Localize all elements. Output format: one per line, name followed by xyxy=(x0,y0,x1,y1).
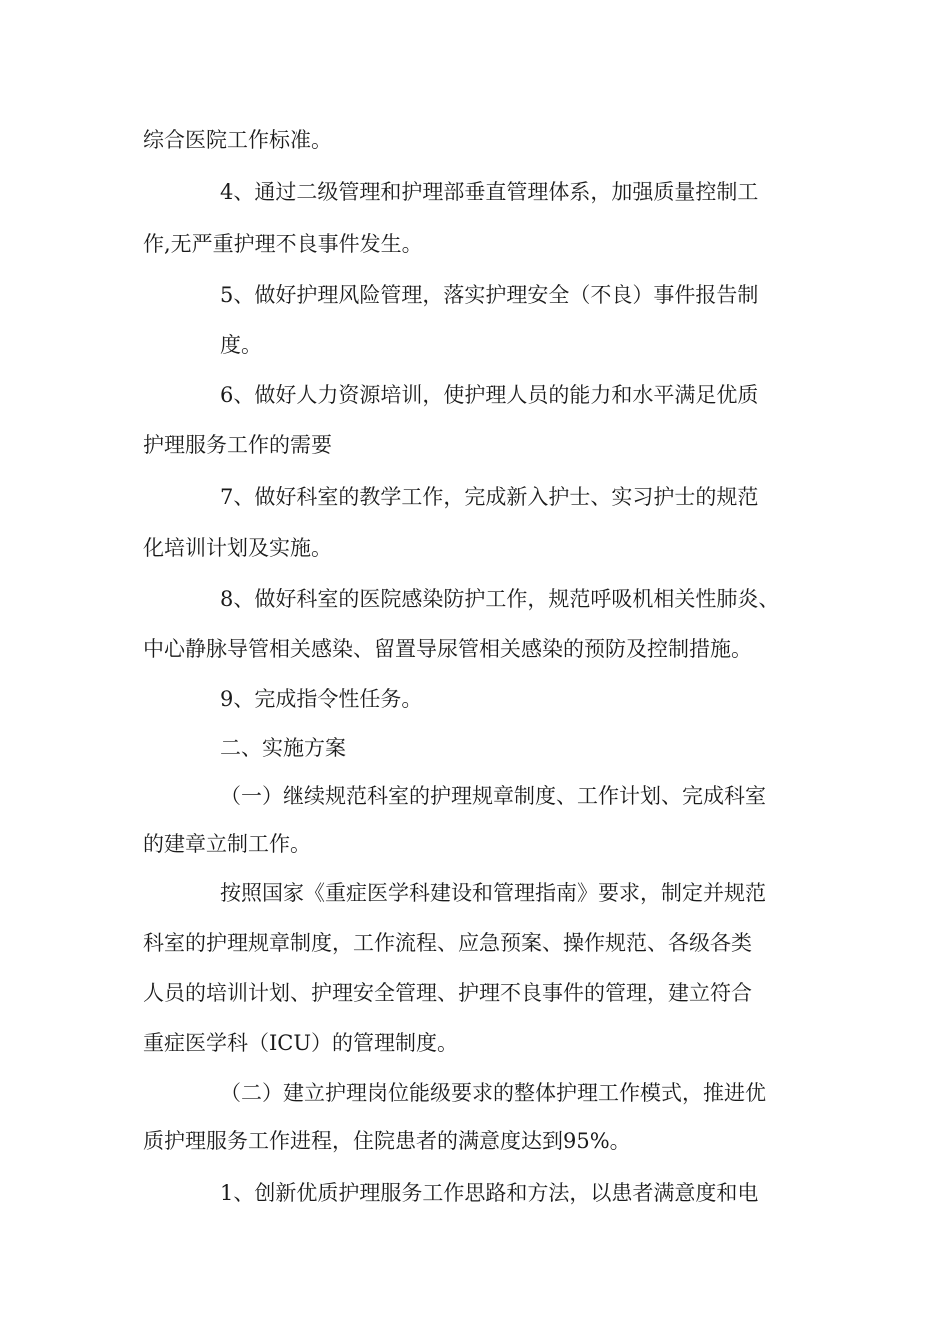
text-line: 4、通过二级管理和护理部垂直管理体系，加强质量控制工 xyxy=(220,180,759,204)
text-line: 综合医院工作标准。 xyxy=(143,128,332,152)
text-line: 5、做好护理风险管理，落实护理安全（不良）事件报告制 xyxy=(220,283,759,307)
text-line: 重症医学科（ICU）的管理制度。 xyxy=(143,1031,459,1055)
text-line: 的建章立制工作。 xyxy=(143,832,311,856)
text-line: 1、创新优质护理服务工作思路和方法，以患者满意度和电 xyxy=(220,1181,759,1205)
text-line: 人员的培训计划、护理安全管理、护理不良事件的管理，建立符合 xyxy=(143,981,752,1005)
text-line: 8、做好科室的医院感染防护工作，规范呼吸机相关性肺炎、 xyxy=(220,587,780,611)
text-line: 化培训计划及实施。 xyxy=(143,536,332,560)
text-line: 科室的护理规章制度，工作流程、应急预案、操作规范、各级各类 xyxy=(143,931,752,955)
text-line: （二）建立护理岗位能级要求的整体护理工作模式，推进优 xyxy=(220,1081,766,1105)
text-line: （一）继续规范科室的护理规章制度、工作计划、完成科室 xyxy=(220,784,766,808)
text-line: 作,无严重护理不良事件发生。 xyxy=(143,232,423,256)
text-line: 护理服务工作的需要 xyxy=(143,433,332,457)
text-line: 质护理服务工作进程，住院患者的满意度达到95%。 xyxy=(143,1129,631,1153)
text-line: 按照国家《重症医学科建设和管理指南》要求，制定并规范 xyxy=(220,881,766,905)
text-line: 7、做好科室的教学工作，完成新入护士、实习护士的规范 xyxy=(220,485,759,509)
text-line: 9、完成指令性任务。 xyxy=(220,687,423,711)
text-line: 6、做好人力资源培训，使护理人员的能力和水平满足优质 xyxy=(220,383,759,407)
section-heading: 二、实施方案 xyxy=(220,736,346,760)
text-line: 中心静脉导管相关感染、留置导尿管相关感染的预防及控制措施。 xyxy=(143,637,752,661)
text-line: 度。 xyxy=(220,333,262,357)
